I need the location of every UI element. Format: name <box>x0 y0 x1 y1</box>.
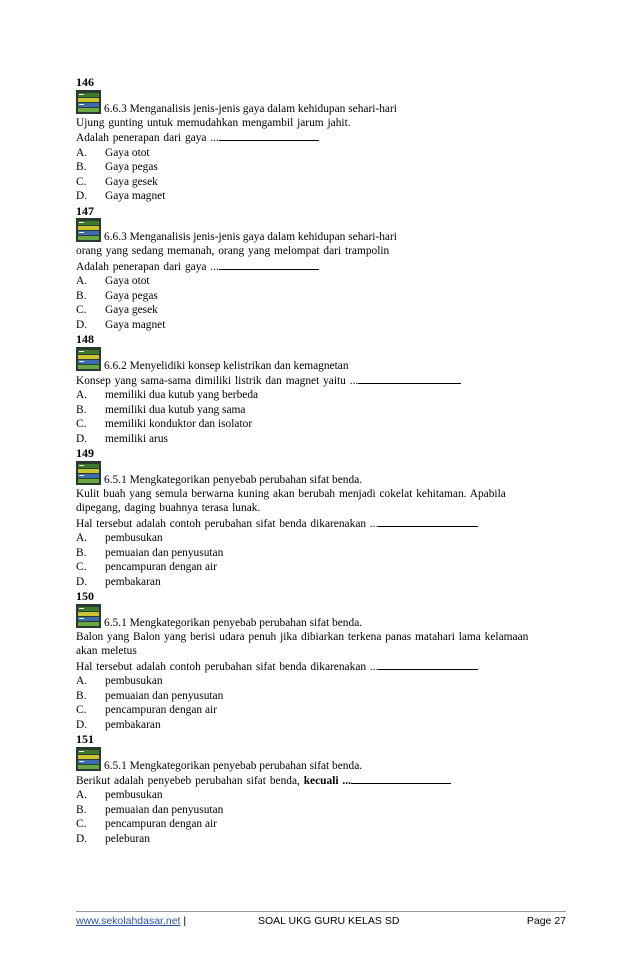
question-line: Hal tersebut adalah contoh perubahan sifat benda dikarenakan ... <box>76 660 379 673</box>
option-b <box>76 803 566 818</box>
emphasis-kecuali: kecuali ... <box>303 774 351 787</box>
competency-row <box>76 747 566 773</box>
competency-text: 6.5.1 Mengkategorikan penyebab perubahan sifat benda. <box>104 616 363 629</box>
website-link[interactable]: www.sekolahdasar.net <box>76 915 181 927</box>
option-letter: C. <box>76 304 87 316</box>
option-text: pembakaran <box>105 718 161 731</box>
stacked-books-icon <box>76 747 101 771</box>
option-letter: A. <box>76 389 88 401</box>
question-line-with-blank <box>76 659 566 675</box>
option-letter: D. <box>76 575 88 588</box>
stacked-books-icon <box>76 604 101 628</box>
option-b <box>76 403 566 418</box>
option-text: memiliki dua kutub yang berbeda <box>105 389 259 401</box>
option-c <box>76 560 566 575</box>
competency-text: 6.6.3 Menganalisis jenis-jenis gaya dalam kehidupan sehari-hari <box>104 102 397 115</box>
option-text: Gaya pegas <box>105 161 158 173</box>
answer-blank <box>351 773 451 784</box>
option-letter: B. <box>76 403 87 416</box>
stacked-books-icon <box>76 461 101 485</box>
option-d <box>76 575 566 590</box>
option-text: pembusukan <box>105 532 163 544</box>
option-letter: A. <box>76 675 88 687</box>
option-letter: A. <box>76 275 88 287</box>
question-line-with-blank <box>76 773 566 789</box>
question-line-with-blank <box>76 130 566 146</box>
option-c <box>76 703 566 718</box>
question-147 <box>76 204 566 333</box>
footer-separator: | <box>180 915 187 927</box>
option-text: Gaya gesek <box>105 175 158 188</box>
stacked-books-icon <box>76 218 101 242</box>
option-b <box>76 289 566 304</box>
option-a <box>76 388 566 403</box>
document-body <box>76 75 566 846</box>
competency-row <box>76 90 566 116</box>
question-line: Adalah penerapan dari gaya ... <box>76 260 219 273</box>
question-line: dipegang, daging buahnya terasa lunak. <box>76 502 261 514</box>
footer-title: SOAL UKG GURU KELAS SD <box>258 915 400 927</box>
option-letter: D. <box>76 190 88 202</box>
option-letter: D. <box>76 832 88 845</box>
option-c <box>76 303 566 318</box>
option-text: pemuaian dan penyusutan <box>105 689 224 702</box>
option-b <box>76 160 566 175</box>
option-text: Gaya pegas <box>105 289 158 302</box>
answer-blank <box>378 659 478 670</box>
option-a <box>76 274 566 289</box>
question-number: 148 <box>76 332 94 346</box>
option-letter: B. <box>76 289 87 302</box>
option-text: pemuaian dan penyusutan <box>105 803 224 816</box>
option-text: peleburan <box>105 832 150 845</box>
answer-blank <box>219 130 319 141</box>
option-text: pencampuran dengan air <box>105 818 217 830</box>
competency-row <box>76 461 566 487</box>
question-line: Ujung gunting untuk memudahkan mengambil jarum jahit. <box>76 116 351 129</box>
question-line: Kulit buah yang semula berwarna kuning akan berubah menjadi cokelat kehitaman. Apabila <box>76 487 506 500</box>
option-b <box>76 689 566 704</box>
option-a <box>76 146 566 161</box>
option-text: pencampuran dengan air <box>105 561 217 573</box>
option-text: pemuaian dan penyusutan <box>105 546 224 559</box>
option-c <box>76 417 566 432</box>
option-text: pembusukan <box>105 675 163 687</box>
option-d <box>76 318 566 333</box>
option-d <box>76 832 566 847</box>
competency-text: 6.5.1 Mengkategorikan penyebab perubahan sifat benda. <box>104 473 363 486</box>
question-line: akan meletus <box>76 645 137 657</box>
question-line: Adalah penerapan dari gaya ... <box>76 132 219 144</box>
question-150 <box>76 589 566 732</box>
option-letter: C. <box>76 418 87 430</box>
question-number: 146 <box>76 75 94 89</box>
competency-text: 6.6.3 Menganalisis jenis-jenis gaya dalam kehidupan sehari-hari <box>104 231 397 243</box>
question-number: 150 <box>76 589 94 603</box>
competency-text: 6.5.1 Mengkategorikan penyebab perubahan sifat benda. <box>104 759 363 772</box>
option-text: Gaya magnet <box>105 318 166 331</box>
page-footer <box>76 911 566 928</box>
question-line: orang yang sedang memanah, orang yang melompat dari trampolin <box>76 245 390 257</box>
competency-text: 6.6.2 Menyelidiki konsep kelistrikan dan kemagnetan <box>104 359 349 372</box>
question-151 <box>76 732 566 846</box>
footer-left <box>76 915 186 927</box>
option-a <box>76 674 566 689</box>
stacked-books-icon <box>76 347 101 371</box>
competency-row <box>76 604 566 630</box>
option-letter: A. <box>76 789 88 801</box>
question-149 <box>76 446 566 589</box>
question-line: Balon yang Balon yang berisi udara penuh jika dibiarkan terkena panas matahari lama kelamaan <box>76 630 529 643</box>
question-line: Berikut adalah penyebeb perubahan sifat benda, <box>76 774 304 787</box>
option-b <box>76 546 566 561</box>
option-d <box>76 718 566 733</box>
option-letter: A. <box>76 532 88 544</box>
question-number: 147 <box>76 203 94 218</box>
option-letter: B. <box>76 546 87 559</box>
option-letter: C. <box>76 561 87 573</box>
option-text: memiliki dua kutub yang sama <box>105 403 246 416</box>
competency-row <box>76 347 566 373</box>
page-number: Page 27 <box>526 915 566 927</box>
question-number: 149 <box>76 446 94 460</box>
option-letter: C. <box>76 704 87 716</box>
option-text: Gaya otot <box>105 275 150 287</box>
question-line-with-blank <box>76 516 566 532</box>
option-text: Gaya gesek <box>105 304 158 316</box>
question-line-with-blank <box>76 259 566 275</box>
option-d <box>76 189 566 204</box>
option-letter: B. <box>76 689 87 702</box>
option-letter: B. <box>76 161 87 173</box>
answer-blank <box>219 259 319 270</box>
option-text: pembusukan <box>105 789 163 801</box>
option-letter: C. <box>76 175 87 188</box>
option-text: memiliki arus <box>105 432 168 445</box>
option-text: pembakaran <box>105 575 161 588</box>
option-text: Gaya magnet <box>105 190 166 202</box>
option-c <box>76 175 566 190</box>
answer-blank <box>358 373 461 384</box>
stacked-books-icon <box>76 90 101 114</box>
question-line: Hal tersebut adalah contoh perubahan sifat benda dikarenakan ... <box>76 517 379 530</box>
option-a <box>76 788 566 803</box>
answer-blank <box>378 516 478 527</box>
option-letter: A. <box>76 146 88 159</box>
question-146 <box>76 75 566 204</box>
question-number: 151 <box>76 732 94 746</box>
question-line: Konsep yang sama-sama dimiliki listrik dan magnet yaitu ... <box>76 374 359 387</box>
option-letter: B. <box>76 803 87 816</box>
competency-row <box>76 218 566 244</box>
option-text: Gaya otot <box>105 146 150 159</box>
question-148 <box>76 332 566 446</box>
option-a <box>76 531 566 546</box>
option-letter: D. <box>76 718 88 731</box>
option-letter: D. <box>76 432 88 445</box>
option-c <box>76 817 566 832</box>
question-line-with-blank <box>76 373 566 389</box>
option-text: memiliki konduktor dan isolator <box>105 418 253 430</box>
option-letter: D. <box>76 318 88 331</box>
option-letter: C. <box>76 818 87 830</box>
option-text: pencampuran dengan air <box>105 704 217 716</box>
option-d <box>76 432 566 447</box>
